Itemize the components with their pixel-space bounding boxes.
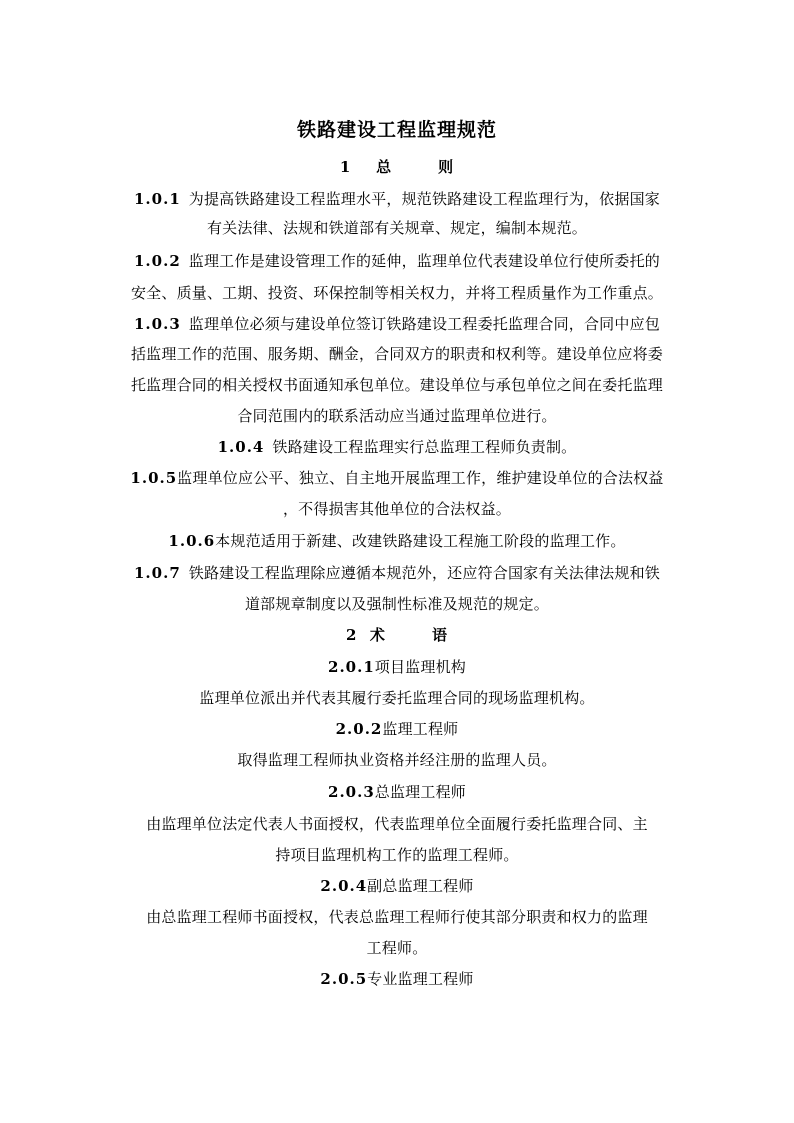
term-name: 专业监理工程师 (367, 970, 474, 988)
chapter-name-part: 语 (431, 626, 448, 644)
term-name: 总监理工程师 (374, 783, 466, 801)
clause-1-0-1-line-2: 有关法律、法规和铁道部有关规章、规定，编制本规范。 (206, 219, 587, 237)
clause-1-0-3-line-4: 合同范围内的联系活动应当通过监理单位进行。 (237, 407, 557, 425)
chapter-heading-2 (0, 625, 794, 645)
clause-1-0-5-line-2: ，不得损害其他单位的合法权益。 (282, 500, 511, 518)
term-2-0-3-definition-line-1: 由监理单位法定代表人书面授权，代表监理单位全面履行委托监理合同、主 (146, 815, 648, 833)
clause-text: 监理单位应公平、独立、自主地开展监理工作，维护建设单位的合法权益 (177, 469, 664, 487)
term-name: 副总监理工程师 (367, 877, 474, 895)
term-2-0-4-definition-line-2: 工程师。 (366, 939, 428, 957)
clause-number: 1.0.5 (130, 469, 178, 487)
clause-number: 1.0.4 (217, 438, 265, 456)
term-number: 2.0.2 (335, 720, 383, 738)
term-number: 2.0.5 (320, 970, 368, 988)
term-2-0-1-heading (0, 657, 794, 677)
chapter-number: 1 (339, 158, 352, 176)
document-title: 铁路建设工程监理规范 (296, 119, 497, 141)
clause-number: 1.0.6 (168, 532, 216, 550)
clause-text: 为提高铁路建设工程监理水平，规范铁路建设工程监理行为，依据国家 (188, 190, 660, 208)
clause-1-0-2-line-2: 安全、质量、工期、投资、环保控制等相关权力，并将工程质量作为工作重点。 (130, 284, 663, 302)
term-2-0-2-definition: 取得监理工程师执业资格并经注册的监理人员。 (237, 751, 557, 769)
clause-1-0-4-line-1 (0, 437, 794, 457)
term-2-0-3-definition-line-2: 持项目监理机构工作的监理工程师。 (275, 846, 519, 864)
chapter-heading-1 (0, 157, 794, 177)
clause-1-0-3-line-3: 托监理合同的相关授权书面通知承包单位。建设单位与承包单位之间在委托监理 (130, 376, 663, 394)
clause-1-0-6-line-1 (0, 531, 794, 551)
term-2-0-5-heading (0, 969, 794, 989)
term-2-0-3-heading (0, 782, 794, 802)
chapter-name-part: 则 (438, 158, 455, 176)
clause-1-0-2-line-1 (0, 251, 794, 271)
clause-1-0-7-line-2: 道部规章制度以及强制性标准及规范的规定。 (244, 595, 549, 613)
term-2-0-4-heading (0, 876, 794, 896)
clause-1-0-5-line-1 (0, 468, 794, 488)
clause-1-0-3-line-2: 括监理工作的范围、服务期、酬金，合同双方的职责和权利等。建设单位应将委 (130, 345, 663, 363)
chapter-number: 2 (346, 626, 358, 644)
clause-text: 本规范适用于新建、改建铁路建设工程施工阶段的监理工作。 (215, 532, 626, 550)
chapter-name-part: 术 (369, 626, 386, 644)
clause-number: 1.0.3 (134, 315, 181, 333)
clause-1-0-7-line-1 (0, 563, 794, 583)
term-number: 2.0.3 (328, 783, 375, 801)
clause-1-0-3-line-1 (0, 314, 794, 334)
clause-number: 1.0.2 (134, 252, 181, 270)
term-number: 2.0.1 (328, 658, 375, 676)
term-name: 监理工程师 (382, 720, 459, 738)
clause-number: 1.0.7 (134, 564, 181, 582)
clause-text: 铁路建设工程监理除应遵循本规范外，还应符合国家有关法律法规和铁 (188, 564, 660, 582)
clause-text: 监理单位必须与建设单位签订铁路建设工程委托监理合同，合同中应包 (188, 315, 660, 333)
chapter-name-part: 总 (376, 158, 393, 176)
clause-number: 1.0.1 (134, 190, 181, 208)
term-number: 2.0.4 (320, 877, 368, 895)
term-2-0-1-definition: 监理单位派出并代表其履行委托监理合同的现场监理机构。 (199, 689, 595, 707)
term-2-0-4-definition-line-1: 由总监理工程师书面授权，代表总监理工程师行使其部分职责和权力的监理 (146, 908, 648, 926)
term-2-0-2-heading (0, 719, 794, 739)
term-name: 项目监理机构 (374, 658, 466, 676)
clause-1-0-1-line-1 (0, 189, 794, 209)
clause-text: 监理工作是建设管理工作的延伸，监理单位代表建设单位行使所委托的 (188, 252, 660, 270)
clause-text: 铁路建设工程监理实行总监理工程师负责制。 (272, 438, 577, 456)
